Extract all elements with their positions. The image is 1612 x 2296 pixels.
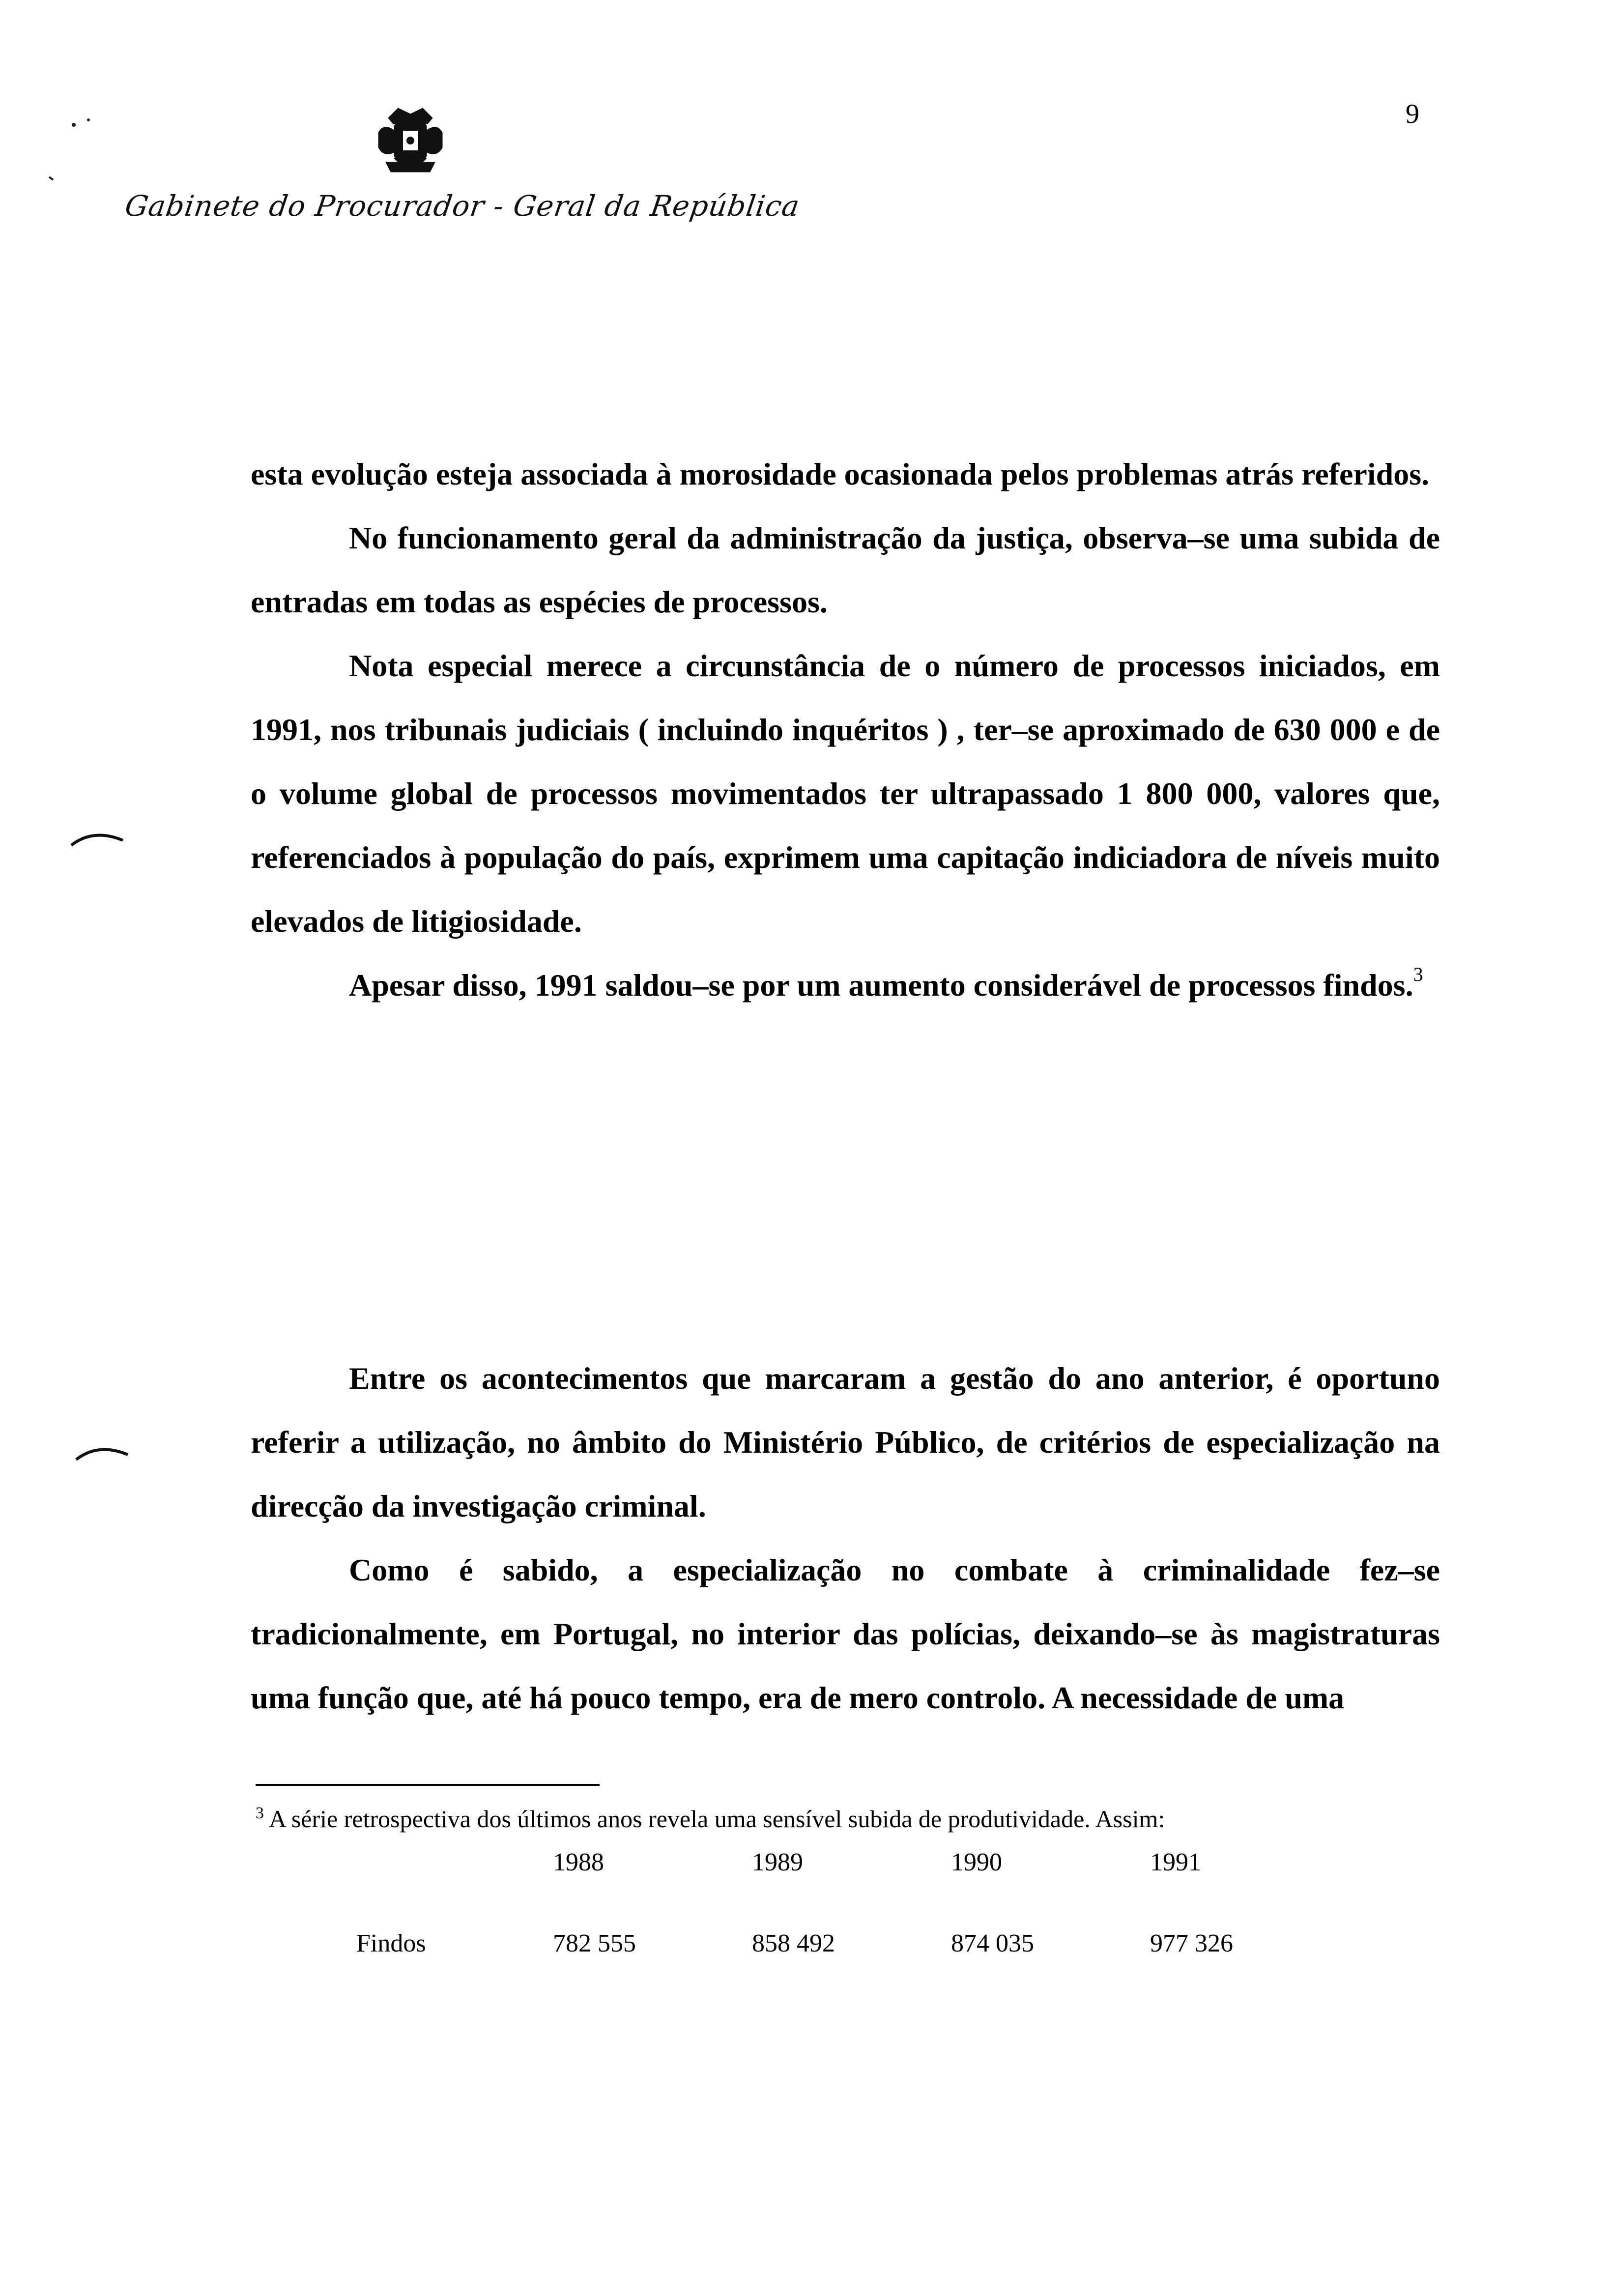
paragraph: Entre os acontecimentos que marcaram a gestão do ano anterior, é oportuno referir a utilização, no âmbito do Ministério Público, de critérios de especialização na direcção da investigação criminal. [251,1361,1440,1523]
paragraph: Como é sabido, a especialização no combate à criminalidade fez–se tradicionalmente, em Portugal, no interior das polícias, deixando–se às magistraturas uma função que, até há pouco tempo, era de mero controlo. A necessidade de uma [251,1552,1440,1715]
margin-mark [29,118,98,206]
footnote-marker: 3 [256,1804,264,1822]
letterhead-text: Gabinete do Procurador - Geral da República [123,189,802,223]
footnote-divider [256,1784,600,1786]
table-header-year: 1991 [1150,1848,1201,1876]
footnote-reference: 3 [1413,963,1423,985]
paragraph [251,953,1440,1017]
footnote [256,1803,1435,1835]
body-text-block [251,1347,1440,1730]
footnote-text: A série retrospectiva dos últimos anos revela uma sensível subida de produtividade. Assim: [269,1805,1165,1833]
table-cell: 782 555 [553,1929,636,1957]
table-header-year: 1989 [752,1848,803,1876]
table-cell: 858 492 [752,1929,835,1957]
body-text-block [251,442,1440,1017]
table-cell: 977 326 [1150,1929,1233,1957]
paragraph: esta evolução esteja associada à morosidade ocasionada pelos problemas atrás referidos. [251,457,1430,491]
paragraph-text: Apesar disso, 1991 saldou–se por um aumento considerável de processos findos. [349,968,1413,1003]
paragraph: No funcionamento geral da administração da justiça, observa–se uma subida de entradas em todas as espécies de processos. [251,520,1440,619]
page-number: 9 [1406,99,1419,129]
margin-mark [74,1440,133,1469]
paragraph: Nota especial merece a circunstância de o número de processos iniciados, em 1991, nos tribunais judiciais ( incluindo inquéritos ) , ter–se aproximado de 630 000 e de o volume global de processos movimentados ter ultrapassado 1 800 000, valores que, referenciados à população do país, exprimem uma capitação indiciadora de níveis muito elevados de litigiosidade. [251,648,1440,939]
coat-of-arms-icon [374,103,447,177]
table-row-label: Findos [356,1929,426,1957]
table-cell: 874 035 [951,1929,1034,1957]
margin-mark [69,826,128,855]
table-header-year: 1988 [553,1848,604,1876]
table-header-year: 1990 [951,1848,1002,1876]
